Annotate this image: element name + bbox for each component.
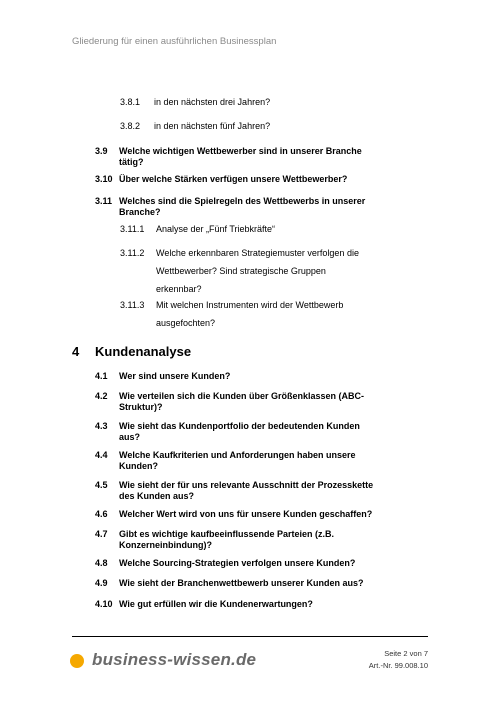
question-line-2: Konzerneinbindung)?	[119, 540, 212, 550]
page-number: Seite 2 von 7	[384, 649, 428, 658]
subsection-3-8-2	[120, 117, 420, 135]
section-text: Analyse der „Fünf Triebkräfte“	[156, 224, 276, 234]
section-title-line-1: Welches sind die Spielregeln des Wettbewerbs in unserer	[119, 196, 366, 206]
question-4-10	[95, 599, 395, 610]
section-number: 3.11.3	[120, 300, 145, 310]
section-number: 3.11.1	[120, 224, 145, 234]
question-line-1: Wer sind unsere Kunden?	[119, 371, 231, 381]
question-number: 4.3	[95, 421, 108, 431]
section-text-line-1: Mit welchen Instrumenten wird der Wettbewerb	[156, 300, 344, 310]
question-4-1	[95, 371, 395, 382]
question-number: 4.5	[95, 480, 108, 490]
page-info	[369, 648, 428, 672]
section-title-line-2: Branche?	[119, 207, 161, 217]
question-line-1: Welcher Wert wird von uns für unsere Kunden geschaffen?	[119, 509, 373, 519]
question-line-2: Struktur)?	[119, 402, 163, 412]
question-line-2: aus?	[119, 432, 141, 442]
question-number: 4.2	[95, 391, 108, 401]
subsection-3-11-3	[120, 296, 420, 332]
question-number: 4.4	[95, 450, 108, 460]
chapter-4-number: 4	[72, 344, 80, 359]
section-number: 3.11.2	[120, 248, 145, 258]
logo-dot-icon	[70, 654, 84, 668]
question-line-2: Kunden?	[119, 461, 158, 471]
article-number: Art.-Nr. 99.008.10	[368, 661, 428, 670]
question-line-1: Welche Sourcing-Strategien verfolgen unsere Kunden?	[119, 558, 356, 568]
question-4-2	[95, 391, 395, 413]
question-number: 4.9	[95, 578, 108, 588]
section-3-10	[95, 174, 395, 185]
question-line-1: Gibt es wichtige kaufbeeinflussende Parteien (z.B.	[119, 529, 335, 539]
section-title-line-1: Über welche Stärken verfügen unsere Wettbewerber?	[119, 174, 348, 184]
section-3-9	[95, 146, 395, 168]
question-4-5	[95, 480, 395, 502]
question-line-1: Wie sieht der für uns relevante Ausschnitt der Prozesskette	[119, 480, 374, 490]
question-line-1: Wie sieht das Kundenportfolio der bedeutenden Kunden	[119, 421, 360, 431]
subsection-3-11-2	[120, 244, 420, 298]
subsection-3-8-1	[120, 93, 420, 111]
logo-wordmark: business-wissen.de	[92, 650, 257, 669]
section-text: in den nächsten fünf Jahren?	[154, 121, 271, 131]
section-number: 3.8.2	[120, 121, 141, 131]
section-text-line-2: Wettbewerber? Sind strategische Gruppen	[156, 266, 326, 276]
section-number: 3.10	[95, 174, 113, 184]
question-line-2: des Kunden aus?	[119, 491, 195, 501]
section-text: in den nächsten drei Jahren?	[154, 97, 271, 107]
question-number: 4.8	[95, 558, 108, 568]
section-number: 3.11	[95, 196, 113, 206]
section-3-11	[95, 196, 395, 218]
question-4-6	[95, 509, 395, 520]
question-4-9	[95, 578, 395, 589]
section-text-line-1: Welche erkennbaren Strategiemuster verfolgen die	[156, 248, 359, 258]
question-line-1: Wie gut erfüllen wir die Kundenerwartungen?	[119, 599, 313, 609]
question-4-7	[95, 529, 395, 551]
question-number: 4.10	[95, 599, 113, 609]
question-4-4	[95, 450, 395, 472]
chapter-4-title: Kundenanalyse	[95, 344, 192, 359]
question-line-1: Wie verteilen sich die Kunden über Größenklassen (ABC-	[119, 391, 364, 401]
question-4-3	[95, 421, 395, 443]
question-number: 4.7	[95, 529, 108, 539]
question-line-1: Wie sieht der Branchenwettbewerb unserer Kunden aus?	[119, 578, 364, 588]
question-number: 4.1	[95, 371, 108, 381]
section-number: 3.8.1	[120, 97, 141, 107]
subsection-3-11-1	[120, 220, 420, 238]
question-line-1: Welche Kaufkriterien und Anforderungen haben unsere	[119, 450, 356, 460]
section-title-line-1: Welche wichtigen Wettbewerber sind in unserer Branche	[119, 146, 362, 156]
question-number: 4.6	[95, 509, 108, 519]
section-text-line-2: ausgefochten?	[156, 318, 216, 328]
section-number: 3.9	[95, 146, 108, 156]
footer-divider	[72, 636, 428, 637]
question-4-8	[95, 558, 395, 569]
section-text-line-3: erkennbar?	[156, 284, 202, 294]
section-title-line-2: tätig?	[119, 157, 144, 167]
document-header-title: Gliederung für einen ausführlichen Businessplan	[72, 36, 277, 47]
